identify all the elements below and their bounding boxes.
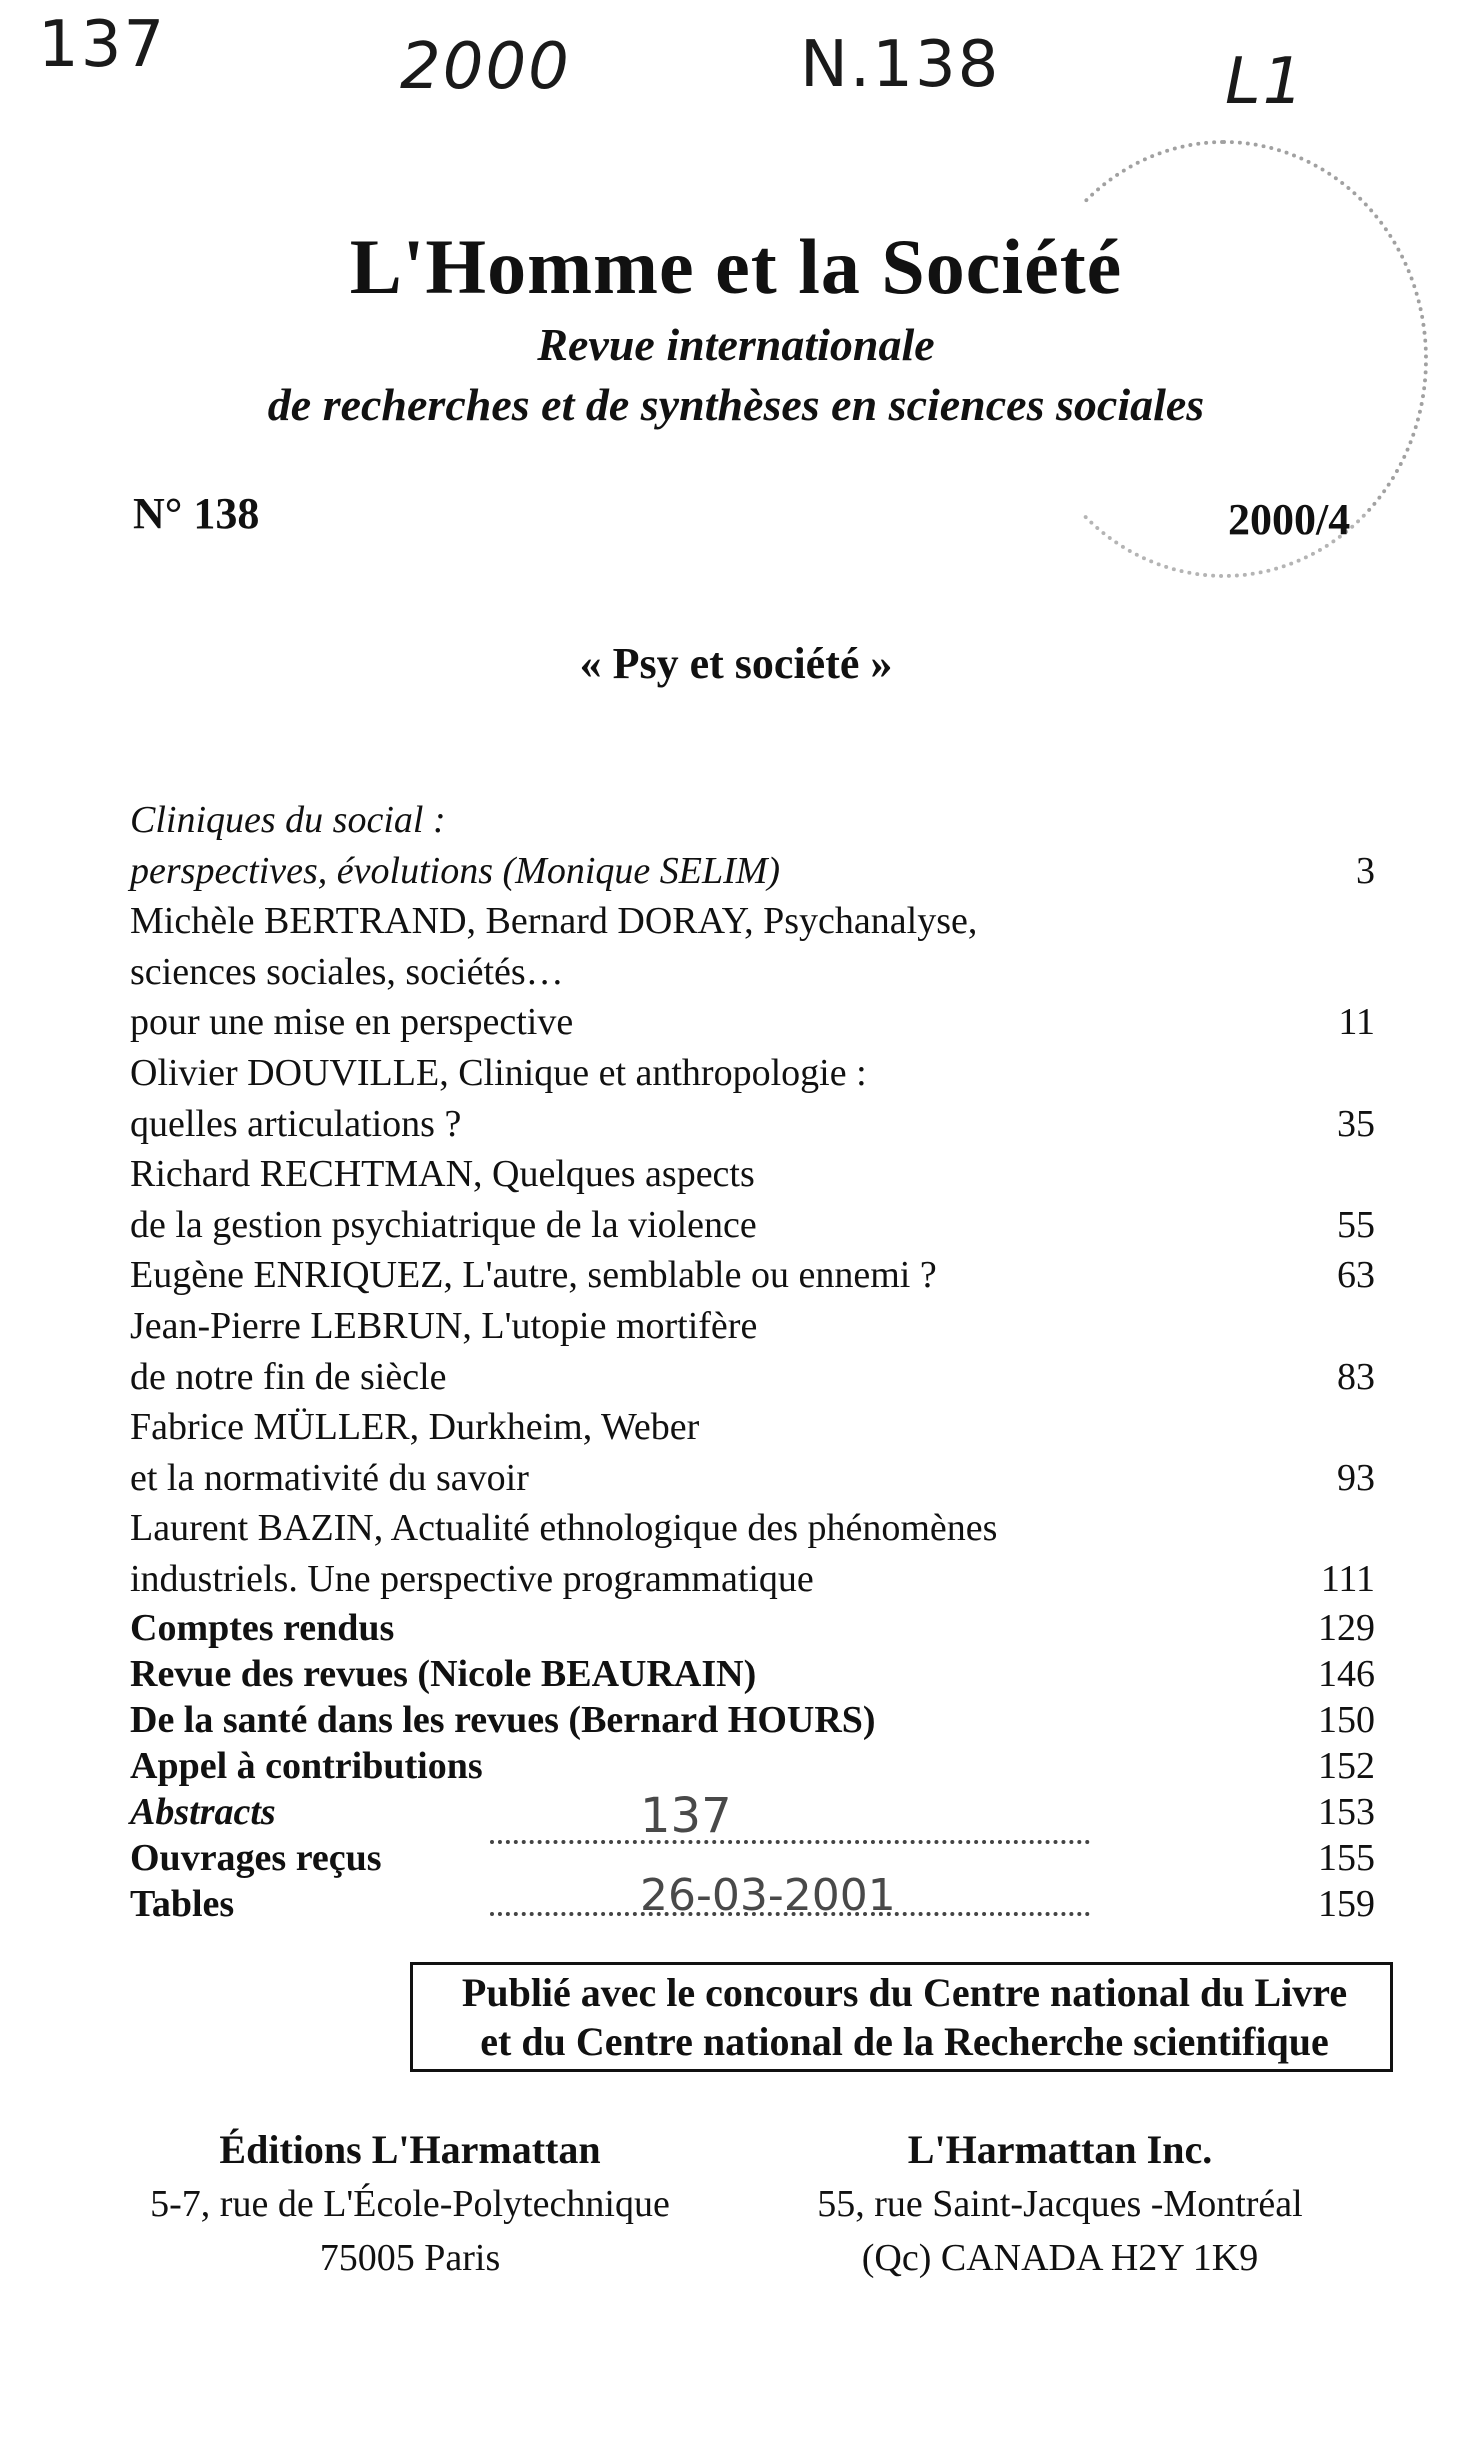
toc-entry [130, 1605, 1375, 1651]
registration-dotted-line [490, 1840, 1090, 1844]
toc-entry-page: 63 [1337, 1254, 1375, 1297]
registration-dotted-line [490, 1912, 1090, 1916]
toc-entry-page: 159 [1318, 1882, 1375, 1925]
registration-date: 26-03-2001 [640, 1870, 896, 1921]
toc-entry [130, 947, 1375, 998]
toc-entry-page: 146 [1318, 1652, 1375, 1695]
toc-entry-text: Ouvrages reçus [130, 1836, 382, 1879]
toc-entry-page: 11 [1338, 1001, 1375, 1044]
toc-entry-text: industriels. Une perspective programmatique [130, 1557, 814, 1600]
issue-date: 2000/4 [1228, 495, 1351, 544]
toc-entry-text: de la gestion psychiatrique de la violence [130, 1203, 757, 1246]
publisher-city: 75005 Paris [319, 2237, 501, 2279]
journal-subtitle-2: de recherches et de synthèses en sciences sociales [267, 379, 1205, 430]
publisher-address: 5-7, rue de L'École-Polytechnique [150, 2183, 670, 2225]
publisher-name: L'Harmattan Inc. [907, 2127, 1213, 2172]
toc-entry-text: perspectives, évolutions (Monique SELIM) [130, 849, 781, 892]
toc-entry-text: Revue des revues (Nicole BEAURAIN) [130, 1652, 757, 1695]
toc-entry [130, 1789, 1375, 1835]
issue-number: N° 138 [133, 489, 260, 538]
toc-entry-page: 93 [1337, 1456, 1375, 1499]
toc-entry [130, 1453, 1375, 1504]
toc-entry-page: 152 [1318, 1744, 1375, 1787]
publisher-address: 55, rue Saint-Jacques -Montréal [817, 2183, 1303, 2225]
toc-entry-text: de notre fin de siècle [130, 1355, 447, 1398]
toc-entry-page: 153 [1318, 1790, 1375, 1833]
toc-entry [130, 1743, 1375, 1789]
toc-entry-text: Michèle BERTRAND, Bernard DORAY, Psychanalyse, [130, 900, 978, 943]
sponsor-box [410, 1962, 1393, 2072]
toc-entry [130, 896, 1375, 947]
toc-entry-page: 83 [1337, 1355, 1375, 1398]
toc-entry-text: Abstracts [130, 1790, 276, 1833]
toc-entry-page: 111 [1320, 1557, 1375, 1600]
toc-entry [130, 1402, 1375, 1453]
toc-entry-page: 35 [1337, 1102, 1375, 1145]
toc-entry-text: Cliniques du social : [130, 799, 446, 841]
handwritten-number: 137 [38, 8, 167, 82]
toc-entry-text: Laurent BAZIN, Actualité ethnologique des phénomènes [130, 1507, 998, 1550]
toc-entry [130, 1048, 1375, 1099]
publisher-paris [80, 2123, 740, 2285]
toc-entry-text: Jean-Pierre LEBRUN, L'utopie mortifère [130, 1304, 758, 1347]
sponsor-line-2: et du Centre national de la Recherche scientifique [480, 2019, 1329, 2064]
publisher-name: Éditions L'Harmattan [219, 2127, 601, 2172]
publisher-montreal [760, 2123, 1360, 2285]
toc-entry-text: De la santé dans les revues (Bernard HOURS) [130, 1698, 876, 1741]
toc-entry-text: quelles articulations ? [130, 1102, 462, 1145]
sponsor-line-1: Publié avec le concours du Centre national du Livre [461, 1970, 1348, 2015]
toc-entry-text: Eugène ENRIQUEZ, L'autre, semblable ou ennemi ? [130, 1254, 937, 1297]
issue-theme: « Psy et société » [579, 639, 893, 688]
toc-entry [130, 1149, 1375, 1200]
toc-entry-page: 55 [1337, 1203, 1375, 1246]
toc-entry-page: 155 [1318, 1836, 1375, 1879]
toc-entry [130, 1250, 1375, 1301]
toc-entry [130, 1503, 1375, 1554]
journal-subtitle-1: Revue internationale [537, 319, 935, 370]
toc-entry-page: 150 [1318, 1698, 1375, 1741]
toc-entry-text: sciences sociales, sociétés… [130, 950, 564, 993]
toc-entry-text: pour une mise en perspective [130, 1001, 574, 1044]
toc-entry [130, 795, 1375, 846]
journal-title: L'Homme et la Société [349, 223, 1123, 310]
toc-entry-text: Olivier DOUVILLE, Clinique et anthropologie : [130, 1051, 867, 1094]
toc-entry-text: et la normativité du savoir [130, 1456, 529, 1499]
toc-entry-text: Comptes rendus [130, 1606, 395, 1649]
toc-entry [130, 1099, 1375, 1150]
toc-entry-text: Richard RECHTMAN, Quelques aspects [130, 1153, 755, 1196]
toc-entry [130, 1651, 1375, 1697]
toc-entry-page: 129 [1318, 1606, 1375, 1649]
toc-entry [130, 1301, 1375, 1352]
handwritten-issue: N.138 [800, 28, 1001, 102]
toc-entry [130, 1352, 1375, 1403]
publisher-city: (Qc) CANADA H2Y 1K9 [861, 2237, 1259, 2279]
toc-entry [130, 1697, 1375, 1743]
toc-entry-text: Appel à contributions [130, 1744, 483, 1787]
toc-entry-page: 3 [1356, 849, 1375, 892]
table-of-contents [130, 795, 1375, 1927]
toc-entry [130, 997, 1375, 1048]
registration-number: 137 [640, 1788, 732, 1844]
handwritten-year: 2000 [400, 30, 571, 104]
toc-entry [130, 846, 1375, 897]
toc-entry-text: Fabrice MÜLLER, Durkheim, Weber [130, 1406, 700, 1449]
handwritten-mark: L1 [1225, 45, 1306, 119]
toc-entry-text: Tables [130, 1882, 235, 1925]
toc-entry [130, 1554, 1375, 1605]
toc-entry [130, 1200, 1375, 1251]
